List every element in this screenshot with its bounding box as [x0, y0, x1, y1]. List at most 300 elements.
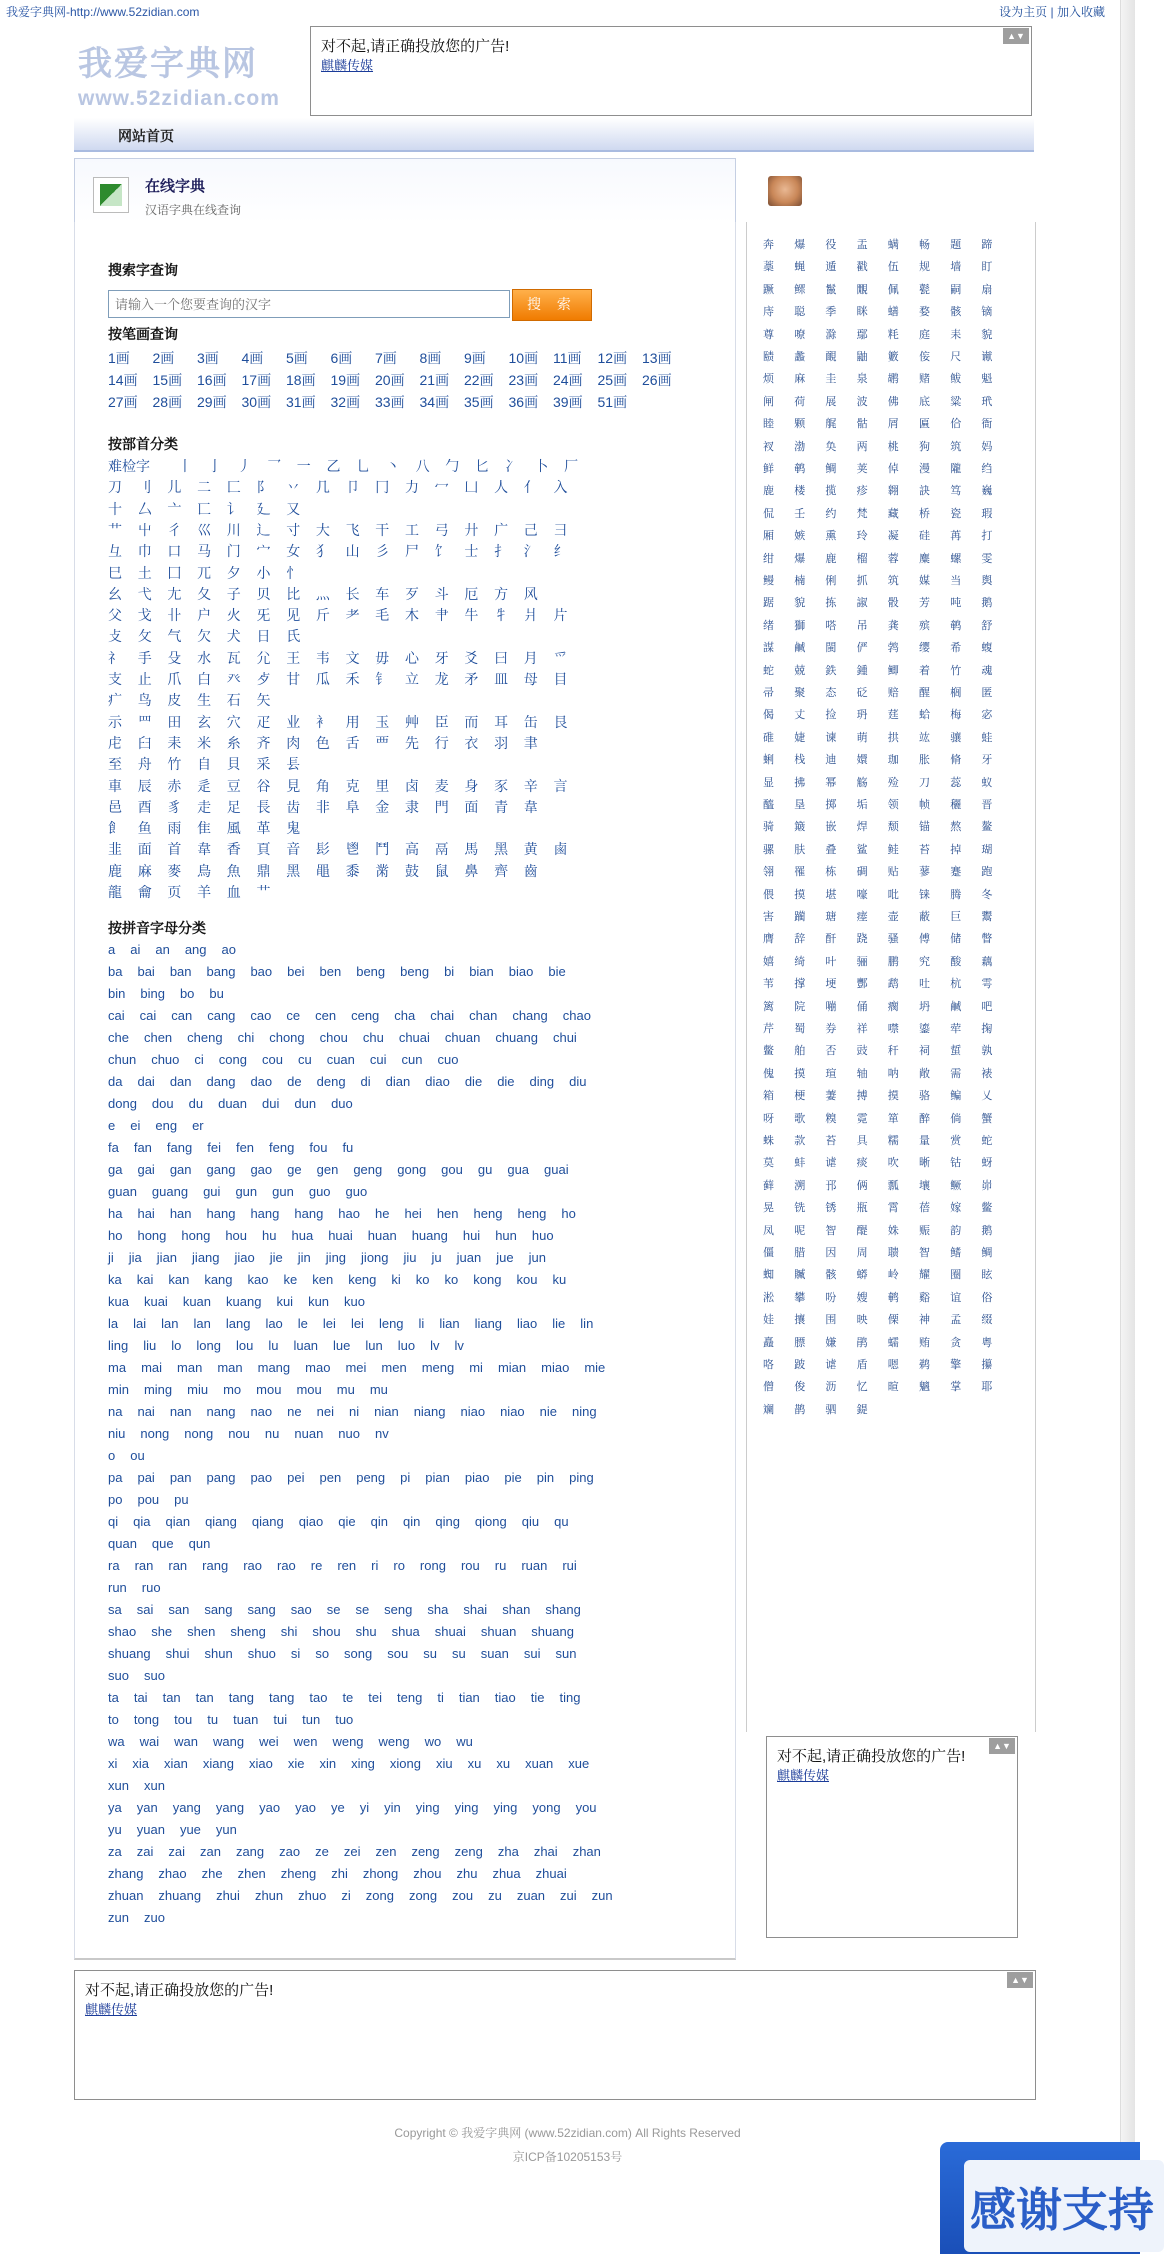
char-link[interactable]: 鎏: [919, 1023, 930, 1035]
pinyin-link[interactable]: lang: [225, 1316, 251, 1331]
char-link[interactable]: 佛: [887, 395, 899, 408]
radical-link[interactable]: 门: [226, 543, 241, 560]
char-link[interactable]: 害: [763, 911, 774, 923]
radical-link[interactable]: 忄: [286, 564, 301, 581]
radical-link[interactable]: 犭: [315, 543, 330, 560]
char-link[interactable]: 萌: [856, 731, 868, 744]
pinyin-link[interactable]: cao: [250, 1008, 272, 1023]
pinyin-link[interactable]: ji: [108, 1250, 114, 1265]
pinyin-link[interactable]: zen: [375, 1844, 397, 1859]
pinyin-link[interactable]: yuan: [136, 1822, 165, 1837]
radical-link[interactable]: 止: [137, 671, 152, 687]
radical-link[interactable]: 母: [523, 671, 538, 687]
char-link[interactable]: 俩: [856, 1179, 868, 1192]
char-link[interactable]: 桃: [887, 440, 899, 453]
char-link[interactable]: 傀: [763, 1067, 774, 1080]
pinyin-link[interactable]: ying: [454, 1800, 479, 1815]
char-link[interactable]: 赔: [887, 687, 899, 699]
pinyin-link[interactable]: miao: [541, 1360, 570, 1375]
pinyin-link[interactable]: huo: [531, 1228, 554, 1243]
radical-link[interactable]: 見: [286, 777, 301, 794]
pinyin-link[interactable]: gao: [250, 1162, 273, 1177]
radical-link[interactable]: 广: [494, 521, 509, 538]
window-scrollbar[interactable]: [1120, 0, 1135, 2254]
pinyin-link[interactable]: tian: [458, 1690, 480, 1705]
site-title-link[interactable]: 我爱字典网-http://www.52zidian.com: [6, 5, 200, 19]
stroke-link[interactable]: 35画: [464, 394, 494, 410]
radical-link[interactable]: 香: [226, 841, 241, 858]
char-link[interactable]: 漫: [919, 463, 930, 475]
pinyin-link[interactable]: teng: [397, 1690, 423, 1705]
radical-link[interactable]: 足: [226, 798, 241, 815]
pinyin-link[interactable]: die: [464, 1074, 483, 1089]
pinyin-link[interactable]: se: [326, 1602, 341, 1617]
radical-link[interactable]: 页: [167, 884, 182, 900]
radical-link[interactable]: 石: [226, 692, 241, 709]
pinyin-link[interactable]: ei: [130, 1118, 141, 1133]
pinyin-link[interactable]: lv: [430, 1338, 440, 1353]
char-link[interactable]: 伍: [887, 261, 899, 274]
pinyin-link[interactable]: kuai: [143, 1294, 168, 1309]
pinyin-link[interactable]: xu: [467, 1756, 482, 1771]
radical-link[interactable]: 爪: [167, 671, 182, 687]
char-link[interactable]: 謀: [763, 642, 774, 655]
radical-link[interactable]: 风: [523, 585, 538, 602]
char-link[interactable]: 佩: [887, 283, 899, 296]
pinyin-link[interactable]: sa: [108, 1602, 122, 1617]
char-link[interactable]: 硅: [919, 530, 930, 543]
pinyin-link[interactable]: shang: [545, 1602, 581, 1617]
char-link[interactable]: 跑: [981, 866, 993, 879]
pinyin-link[interactable]: pie: [504, 1470, 522, 1485]
pinyin-link[interactable]: lue: [333, 1338, 351, 1353]
pinyin-link[interactable]: rui: [562, 1558, 577, 1573]
char-link[interactable]: 赈: [919, 1224, 930, 1237]
char-link[interactable]: 峁: [981, 1179, 993, 1192]
radical-link[interactable]: 龠: [137, 884, 152, 900]
radical-link[interactable]: 矢: [256, 692, 271, 709]
pinyin-link[interactable]: diao: [425, 1074, 450, 1089]
char-link[interactable]: 颗: [794, 418, 806, 431]
pinyin-link[interactable]: zhu: [456, 1866, 478, 1881]
char-link[interactable]: 藕: [981, 955, 993, 968]
pinyin-link[interactable]: huan: [367, 1228, 397, 1243]
stroke-link[interactable]: 33画: [375, 394, 405, 410]
char-link[interactable]: 赏: [950, 1135, 962, 1147]
radical-link[interactable]: 青: [494, 798, 509, 815]
pinyin-link[interactable]: ping: [569, 1470, 594, 1485]
char-link[interactable]: 狗: [919, 440, 930, 453]
pinyin-link[interactable]: xun: [143, 1778, 165, 1793]
pinyin-link[interactable]: ming: [143, 1382, 173, 1397]
pinyin-link[interactable]: dou: [151, 1096, 174, 1111]
pinyin-link[interactable]: ran: [134, 1558, 154, 1573]
char-link[interactable]: 晰: [919, 1157, 930, 1170]
radical-link[interactable]: 生: [197, 692, 212, 709]
char-link[interactable]: 萋: [825, 1090, 837, 1103]
radical-link[interactable]: 玄: [197, 713, 212, 730]
pinyin-link[interactable]: a: [108, 942, 116, 957]
char-link[interactable]: 畅: [919, 239, 930, 251]
pinyin-link[interactable]: zhang: [108, 1866, 144, 1881]
char-link[interactable]: 碉: [856, 866, 868, 879]
pinyin-link[interactable]: xu: [496, 1756, 511, 1771]
pinyin-link[interactable]: lai: [133, 1316, 147, 1331]
char-link[interactable]: 嫁: [950, 1202, 962, 1215]
char-link[interactable]: 耀: [919, 1269, 930, 1282]
pinyin-link[interactable]: fou: [309, 1140, 328, 1155]
radical-link[interactable]: 瓦: [226, 649, 241, 666]
set-home-link[interactable]: 设为主页: [999, 5, 1048, 19]
char-link[interactable]: 殓: [887, 776, 899, 789]
char-link[interactable]: 绀: [763, 552, 774, 565]
char-link[interactable]: 瓢: [887, 1179, 899, 1192]
pinyin-link[interactable]: niang: [413, 1404, 446, 1419]
pinyin-link[interactable]: zun: [108, 1910, 129, 1925]
char-link[interactable]: 盂: [856, 239, 868, 251]
pinyin-link[interactable]: lv: [454, 1338, 464, 1353]
pinyin-link[interactable]: nv: [375, 1426, 389, 1441]
char-link[interactable]: 麻: [794, 373, 806, 386]
pinyin-link[interactable]: guai: [544, 1162, 569, 1177]
char-link[interactable]: 酸: [950, 955, 962, 968]
char-link[interactable]: 摸: [794, 888, 806, 901]
pinyin-link[interactable]: xie: [287, 1756, 305, 1771]
radical-link[interactable]: 鼠: [434, 862, 449, 879]
pinyin-link[interactable]: qiao: [298, 1514, 324, 1529]
radical-link[interactable]: 支: [108, 671, 122, 687]
pinyin-link[interactable]: shou: [312, 1624, 341, 1639]
char-link[interactable]: 醉: [919, 1112, 930, 1125]
char-link[interactable]: 貌: [981, 328, 993, 341]
pinyin-link[interactable]: cong: [218, 1052, 247, 1067]
char-link[interactable]: 蜇: [950, 1045, 962, 1058]
pinyin-link[interactable]: chai: [430, 1008, 455, 1023]
pinyin-link[interactable]: jiang: [192, 1250, 220, 1265]
stroke-link[interactable]: 19画: [330, 372, 361, 388]
radical-link[interactable]: 齊: [494, 862, 509, 879]
char-link[interactable]: 究: [919, 955, 930, 968]
char-link[interactable]: 耒: [950, 328, 962, 341]
char-link[interactable]: 掷: [825, 799, 837, 811]
char-link[interactable]: 揽: [825, 485, 837, 498]
char-link[interactable]: 颓: [887, 821, 899, 834]
char-link[interactable]: 聩: [887, 1247, 899, 1259]
pinyin-link[interactable]: de: [287, 1074, 302, 1089]
pinyin-link[interactable]: di: [360, 1074, 371, 1089]
radical-link[interactable]: 丶: [385, 458, 400, 474]
bookmark-link[interactable]: 加入收藏: [1056, 5, 1105, 19]
pinyin-link[interactable]: li: [418, 1316, 425, 1331]
pinyin-link[interactable]: shu: [355, 1624, 377, 1639]
char-link[interactable]: 瞥: [981, 933, 993, 946]
radical-link[interactable]: 角: [315, 777, 330, 794]
char-link[interactable]: 粍: [887, 328, 899, 341]
pinyin-link[interactable]: qing: [435, 1514, 460, 1529]
char-link[interactable]: 贓: [794, 1269, 806, 1282]
char-link[interactable]: 垢: [856, 799, 868, 811]
char-link[interactable]: 僧: [763, 1381, 774, 1394]
radical-link[interactable]: 黹: [375, 862, 390, 879]
char-link[interactable]: 祥: [856, 1023, 868, 1035]
radical-link[interactable]: 面: [464, 798, 479, 815]
pinyin-link[interactable]: gui: [203, 1184, 221, 1199]
radical-link[interactable]: 马: [197, 543, 212, 560]
char-link[interactable]: 竑: [919, 731, 930, 744]
char-link[interactable]: 蹶: [763, 283, 774, 296]
stroke-link[interactable]: 12画: [597, 350, 628, 366]
char-link[interactable]: 笃: [950, 485, 962, 498]
pinyin-link[interactable]: shuang: [108, 1646, 151, 1661]
radical-link[interactable]: 克: [345, 777, 360, 794]
pinyin-link[interactable]: you: [575, 1800, 597, 1815]
char-link[interactable]: 帚: [763, 687, 774, 699]
stroke-link[interactable]: 5画: [286, 350, 308, 366]
char-link[interactable]: 打: [981, 530, 993, 543]
pinyin-link[interactable]: qie: [338, 1514, 356, 1529]
pinyin-link[interactable]: jun: [528, 1250, 546, 1265]
char-link[interactable]: 蝮: [981, 642, 993, 655]
pinyin-link[interactable]: heng: [473, 1206, 503, 1221]
pinyin-link[interactable]: chun: [108, 1052, 137, 1067]
radical-link[interactable]: 革: [256, 820, 271, 837]
radical-link[interactable]: 至: [108, 756, 122, 773]
radical-link[interactable]: 厶: [137, 500, 152, 517]
radical-link[interactable]: 片: [553, 607, 568, 624]
char-link[interactable]: 谿: [919, 1291, 930, 1304]
char-link[interactable]: 约: [825, 507, 837, 520]
radical-link[interactable]: 韭: [108, 841, 122, 858]
pinyin-link[interactable]: zi: [341, 1888, 351, 1903]
radical-link[interactable]: 罒: [137, 713, 152, 730]
pinyin-link[interactable]: jue: [496, 1250, 514, 1265]
char-link[interactable]: 苔: [825, 1135, 837, 1147]
char-link[interactable]: 沥: [825, 1381, 837, 1394]
char-link[interactable]: 巨: [950, 911, 962, 923]
radical-link[interactable]: 卩: [345, 479, 360, 496]
pinyin-link[interactable]: cang: [207, 1008, 236, 1023]
char-link[interactable]: 骡: [763, 843, 774, 856]
char-link[interactable]: 邘: [825, 1179, 837, 1192]
pinyin-link[interactable]: long: [196, 1338, 221, 1353]
char-link[interactable]: 两: [856, 440, 868, 453]
radical-link[interactable]: 言: [553, 777, 568, 794]
char-link[interactable]: 鬻: [981, 911, 993, 923]
pinyin-link[interactable]: dui: [262, 1096, 280, 1111]
char-link[interactable]: 覵: [856, 283, 868, 296]
pinyin-link[interactable]: can: [171, 1008, 193, 1023]
pinyin-link[interactable]: mang: [257, 1360, 291, 1375]
char-link[interactable]: 酐: [825, 933, 837, 946]
pinyin-link[interactable]: lu: [268, 1338, 279, 1353]
pinyin-link[interactable]: ting: [559, 1690, 581, 1705]
radical-link[interactable]: 巛: [197, 521, 212, 538]
char-link[interactable]: 瘸: [887, 1000, 899, 1013]
pinyin-link[interactable]: ho: [561, 1206, 576, 1221]
pinyin-link[interactable]: tun: [302, 1712, 321, 1727]
char-link[interactable]: 篱: [763, 1000, 774, 1013]
radical-link[interactable]: 黍: [345, 862, 360, 879]
char-link[interactable]: 款: [794, 1135, 806, 1147]
pinyin-link[interactable]: zhan: [572, 1844, 601, 1859]
radical-link[interactable]: 工: [405, 521, 419, 538]
stroke-link[interactable]: 20画: [375, 372, 405, 388]
char-link[interactable]: 嫂: [856, 1291, 868, 1304]
char-link[interactable]: 锚: [919, 821, 930, 834]
pinyin-link[interactable]: tuan: [233, 1712, 259, 1727]
pinyin-link[interactable]: ren: [337, 1558, 357, 1573]
pinyin-link[interactable]: zuan: [516, 1888, 546, 1903]
char-link[interactable]: 孰: [981, 1045, 993, 1058]
char-link[interactable]: 鹹: [950, 1000, 962, 1013]
radical-link[interactable]: 血: [226, 884, 241, 900]
radical-link[interactable]: 白: [197, 671, 212, 687]
char-link[interactable]: 具: [856, 1135, 868, 1147]
char-link[interactable]: 嗣: [950, 283, 962, 296]
pinyin-link[interactable]: ceng: [351, 1008, 380, 1023]
pinyin-link[interactable]: ye: [331, 1800, 345, 1815]
pinyin-link[interactable]: zhong: [362, 1866, 399, 1881]
char-link[interactable]: 蠡: [794, 351, 806, 363]
char-link[interactable]: 驷: [825, 1403, 837, 1416]
pinyin-link[interactable]: lun: [365, 1338, 383, 1353]
char-link[interactable]: 着: [919, 664, 930, 677]
char-link[interactable]: 蟮: [887, 306, 899, 319]
radical-link[interactable]: 黑: [286, 862, 301, 879]
radical-link[interactable]: 曰: [494, 649, 509, 666]
stroke-link[interactable]: 30画: [241, 394, 272, 410]
radical-link[interactable]: 自: [197, 756, 212, 773]
pinyin-link[interactable]: nuo: [338, 1426, 360, 1441]
radical-link[interactable]: 乛: [267, 458, 282, 474]
radical-link[interactable]: 牜: [494, 607, 509, 624]
pinyin-link[interactable]: suan: [480, 1646, 509, 1661]
char-link[interactable]: 玲: [856, 530, 868, 543]
char-link[interactable]: 谊: [950, 1291, 962, 1304]
char-link[interactable]: 吐: [919, 978, 930, 991]
char-link[interactable]: 摸: [794, 1067, 806, 1080]
char-link[interactable]: 舒: [981, 619, 993, 632]
radical-link[interactable]: 耂: [345, 607, 360, 624]
char-link[interactable]: 暄: [887, 1381, 899, 1394]
radical-link[interactable]: 幺: [108, 585, 122, 602]
char-link[interactable]: 鳊: [950, 1090, 962, 1103]
radical-link[interactable]: 戈: [137, 607, 152, 624]
char-link[interactable]: 瑄: [825, 1067, 837, 1080]
char-link[interactable]: 爆: [794, 552, 806, 565]
radical-link[interactable]: 宀: [256, 543, 271, 560]
pinyin-link[interactable]: yang: [215, 1800, 245, 1815]
char-link[interactable]: 忆: [856, 1381, 868, 1394]
radical-link[interactable]: 示: [108, 713, 122, 730]
pinyin-link[interactable]: fan: [133, 1140, 152, 1155]
char-link[interactable]: 雯: [981, 552, 993, 565]
char-link[interactable]: 豉: [856, 1045, 868, 1058]
pinyin-link[interactable]: feng: [269, 1140, 295, 1155]
char-link[interactable]: 韵: [950, 1224, 962, 1237]
stroke-link[interactable]: 25画: [597, 372, 628, 388]
char-link[interactable]: 凤: [763, 1224, 774, 1237]
char-link[interactable]: 榴: [856, 552, 868, 565]
radical-link[interactable]: 皿: [494, 671, 509, 687]
pinyin-link[interactable]: lin: [580, 1316, 594, 1331]
radical-link[interactable]: 八: [415, 458, 430, 474]
char-link[interactable]: 蕊: [950, 776, 962, 789]
pinyin-link[interactable]: gong: [397, 1162, 427, 1177]
pinyin-link[interactable]: lan: [161, 1316, 179, 1331]
pinyin-link[interactable]: nou: [228, 1426, 250, 1441]
char-link[interactable]: 呀: [763, 1112, 774, 1125]
pinyin-link[interactable]: she: [151, 1624, 173, 1639]
pinyin-link[interactable]: tou: [174, 1712, 193, 1727]
pinyin-link[interactable]: hao: [338, 1206, 360, 1221]
stroke-link[interactable]: 9画: [464, 350, 486, 366]
char-link[interactable]: 敞: [919, 1067, 930, 1080]
char-link[interactable]: 腾: [950, 888, 962, 901]
char-link[interactable]: 吧: [981, 1000, 993, 1013]
pinyin-link[interactable]: zheng: [280, 1866, 317, 1881]
char-link[interactable]: 粱: [950, 395, 962, 408]
char-link[interactable]: 鹿: [763, 485, 774, 498]
radical-link[interactable]: 虍: [108, 734, 122, 751]
char-link[interactable]: 蝇: [794, 261, 806, 274]
site-logo[interactable]: [78, 36, 308, 116]
radical-link[interactable]: 鬼: [286, 820, 301, 837]
radical-link[interactable]: 爿: [523, 607, 538, 624]
pinyin-link[interactable]: pa: [108, 1470, 123, 1485]
pinyin-link[interactable]: dian: [385, 1074, 411, 1089]
pinyin-link[interactable]: xin: [319, 1756, 337, 1771]
floating-banner[interactable]: [940, 2142, 1154, 2254]
pinyin-link[interactable]: hai: [137, 1206, 155, 1221]
pinyin-link[interactable]: shen: [187, 1624, 216, 1639]
pinyin-link[interactable]: hong: [181, 1228, 211, 1243]
radical-link[interactable]: 貝: [226, 756, 241, 773]
pinyin-link[interactable]: cen: [315, 1008, 337, 1023]
pinyin-link[interactable]: mu: [369, 1382, 388, 1397]
pinyin-link[interactable]: fu: [342, 1140, 354, 1155]
radical-link[interactable]: 爫: [553, 649, 568, 666]
radical-link[interactable]: 卤: [405, 777, 419, 794]
radical-link[interactable]: 髟: [315, 841, 330, 858]
pinyin-link[interactable]: suo: [143, 1668, 165, 1683]
char-link[interactable]: 蓼: [919, 866, 930, 879]
pinyin-link[interactable]: zun: [591, 1888, 613, 1903]
char-link[interactable]: 龚: [887, 619, 899, 632]
char-link[interactable]: 绉: [981, 463, 993, 475]
pinyin-link[interactable]: quan: [108, 1536, 137, 1551]
radical-link[interactable]: 贝: [256, 585, 271, 602]
pinyin-link[interactable]: guan: [108, 1184, 137, 1199]
radical-link[interactable]: 色: [315, 734, 330, 751]
pinyin-link[interactable]: o: [108, 1448, 116, 1463]
char-link[interactable]: 膺: [763, 933, 774, 946]
stroke-link[interactable]: 6画: [330, 350, 353, 366]
char-link[interactable]: 搏: [856, 1090, 868, 1103]
radical-link[interactable]: 力: [405, 479, 419, 496]
radical-link[interactable]: 身: [464, 777, 479, 794]
char-link[interactable]: 智: [919, 1247, 930, 1259]
char-link[interactable]: 鳏: [794, 283, 806, 296]
char-link[interactable]: 鹊: [794, 1403, 806, 1416]
radical-link[interactable]: 匚: [226, 479, 241, 496]
pinyin-link[interactable]: zhun: [254, 1888, 284, 1903]
radical-link[interactable]: 犬: [226, 628, 241, 645]
pinyin-link[interactable]: chui: [552, 1030, 577, 1045]
pinyin-link[interactable]: hang: [206, 1206, 236, 1221]
char-link[interactable]: 谳: [981, 351, 993, 363]
pinyin-link[interactable]: cou: [262, 1052, 283, 1067]
